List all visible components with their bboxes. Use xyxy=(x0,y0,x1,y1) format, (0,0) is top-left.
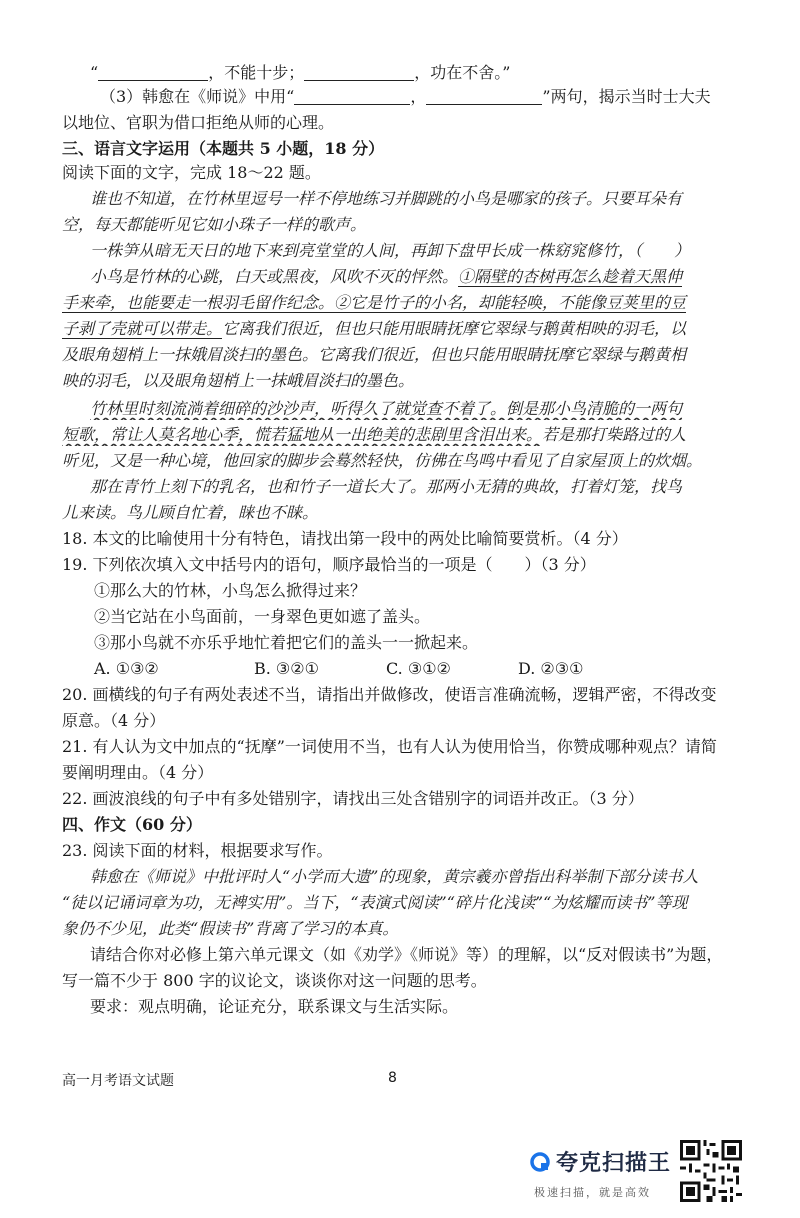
section3-intro: 阅读下面的文字，完成 18～22 题。 xyxy=(62,163,321,182)
fill-blank-q3-cont: 以地位、官职为借口拒绝从师的心理。 xyxy=(62,113,335,132)
question-20a: 20. 画横线的句子有两处表述不当，请指出并做修改，使语言准确流畅，逻辑严密，不得改变 xyxy=(62,685,717,704)
section4-title: 四、作文（60 分） xyxy=(62,815,202,834)
option-d[interactable]: D. ②③① xyxy=(518,659,584,678)
option-c[interactable]: C. ③①② xyxy=(386,659,451,678)
question-18: 18. 本文的比喻使用十分有特色，请找出第一段中的两处比喻简要赏析。（4 分） xyxy=(62,529,628,548)
footer-title: 高一月考语文试题 xyxy=(62,1073,174,1089)
question-21a: 21. 有人认为文中加点的“抚摩”一词使用不当，也有人认为使用恰当，你赞成哪种观点？请简 xyxy=(62,737,717,756)
option-a[interactable]: A. ①③② xyxy=(94,659,159,678)
brand-name: 夸克扫描王 xyxy=(556,1151,672,1176)
passage-p4c: 听见，又是一种心境，他回家的脚步会蓦然轻快，仿佛在鸟鸣中看见了自家屋顶上的炊烟。 xyxy=(62,451,703,470)
passage-p3a: 小鸟是竹林的心跳，白天或黑夜，风吹不灭的怦然。①隔壁的杏树再怎么趁着天黑伸 xyxy=(90,267,683,286)
question-19: 19. 下列依次填入文中括号内的语句，顺序最恰当的一项是（ ）（3 分） xyxy=(62,555,596,574)
passage-p3d: 及眼角翅梢上一抹娥眉淡扫的墨色。它离我们很近，但也只能用眼睛抚摩它翠绿与鹅黄相 xyxy=(62,345,687,364)
answer-blank[interactable] xyxy=(294,88,410,105)
passage-p3e: 映的羽毛，以及眼角翅梢上一抹峨眉淡扫的墨色。 xyxy=(62,371,415,390)
fill-blank-q3: （3）韩愈在《师说》中用“ ， ”两句，揭示当时士大夫 xyxy=(100,87,711,106)
material-2b: 写一篇不少于 800 字的议论文，谈谈你对这一问题的思考。 xyxy=(62,971,487,990)
passage-p1a: 谁也不知道，在竹林里逗号一样不停地练习并脚跳的小鸟是哪家的孩子。只要耳朵有 xyxy=(90,189,683,208)
material-1a: 韩愈在《师说》中批评时人“小学而大遗”的现象，黄宗羲亦曾指出科举制下部分读书人 xyxy=(90,867,699,886)
passage-p4a: 竹林里时刻流淌着细碎的沙沙声，听得久了就觉查不着了。倒是那小鸟清脆的一两句 xyxy=(90,399,683,418)
material-1b: “徒以记诵词章为功，无裨实用”。当下，“表演式阅读”“碎片化浅读”“为炫耀而读书”等现 xyxy=(62,893,688,912)
question-19-sentence-3: ③那小鸟就不亦乐乎地忙着把它们的盖头一一掀起来。 xyxy=(94,633,479,652)
qr-code-icon xyxy=(680,1140,742,1202)
page-number: 8 xyxy=(388,1070,397,1086)
answer-blank[interactable] xyxy=(426,88,542,105)
writing-requirement: 要求：观点明确，论证充分，联系课文与生活实际。 xyxy=(90,997,459,1016)
answer-blank[interactable] xyxy=(98,64,208,81)
question-19-sentence-1: ①那么大的竹林，小鸟怎么掀得过来？ xyxy=(94,581,367,600)
brand-slogan: 极速扫描，就是高效 xyxy=(534,1186,651,1199)
question-21b: 要阐明理由。（4 分） xyxy=(62,763,214,782)
scanner-watermark xyxy=(530,1146,680,1199)
passage-p5b: 儿来读。鸟儿顾自忙着，睐也不睐。 xyxy=(62,503,319,522)
question-20b: 原意。（4 分） xyxy=(62,711,166,730)
passage-p5a: 那在青竹上刻下的乳名，也和竹子一道长大了。那两小无猜的典故，打着灯笼，找鸟 xyxy=(90,477,683,496)
passage-p1b: 空，每天都能听见它如小珠子一样的歌声。 xyxy=(62,215,367,234)
section3-title: 三、语言文字运用（本题共 5 小题，18 分） xyxy=(62,139,385,158)
question-22: 22. 画波浪线的句子中有多处错别字，请找出三处含错别字的词语并改正。（3 分） xyxy=(62,789,644,808)
passage-p3c: 子剥了壳就可以带走。它离我们很近，但也只能用眼睛抚摩它翠绿与鹅黄相映的羽毛，以 xyxy=(62,319,687,338)
passage-p3b: 手来牵，也能要走一根羽毛留作纪念。②它是竹子的小名，却能轻唤，不能像豆荚里的豆 xyxy=(62,293,687,312)
passage-p4b: 短歌，常让人莫名地心季，慌若猛地从一出绝美的悲剧里含泪出来。若是那打柴路过的人 xyxy=(62,425,687,444)
material-2a: 请结合你对必修上第六单元课文（如《劝学》《师说》等）的理解，以“反对假读书”为题， xyxy=(90,945,723,964)
option-b[interactable]: B. ③②① xyxy=(254,659,319,678)
answer-blank[interactable] xyxy=(304,64,414,81)
fill-blank-line-1: “ ，不能十步； ，功在不舍。” xyxy=(90,63,511,82)
question-23: 23. 阅读下面的材料，根据要求写作。 xyxy=(62,841,333,860)
passage-p2: 一株笋从暗无天日的地下来到亮堂堂的人间，再卸下盘甲长成一株窈窕修竹，（ ） xyxy=(90,241,691,260)
question-19-sentence-2: ②当它站在小鸟面前，一身翠色更如遮了盖头。 xyxy=(94,607,431,626)
quark-logo-icon xyxy=(530,1152,550,1172)
material-1c: 象仍不少见，此类“假读书”背离了学习的本真。 xyxy=(62,919,399,938)
